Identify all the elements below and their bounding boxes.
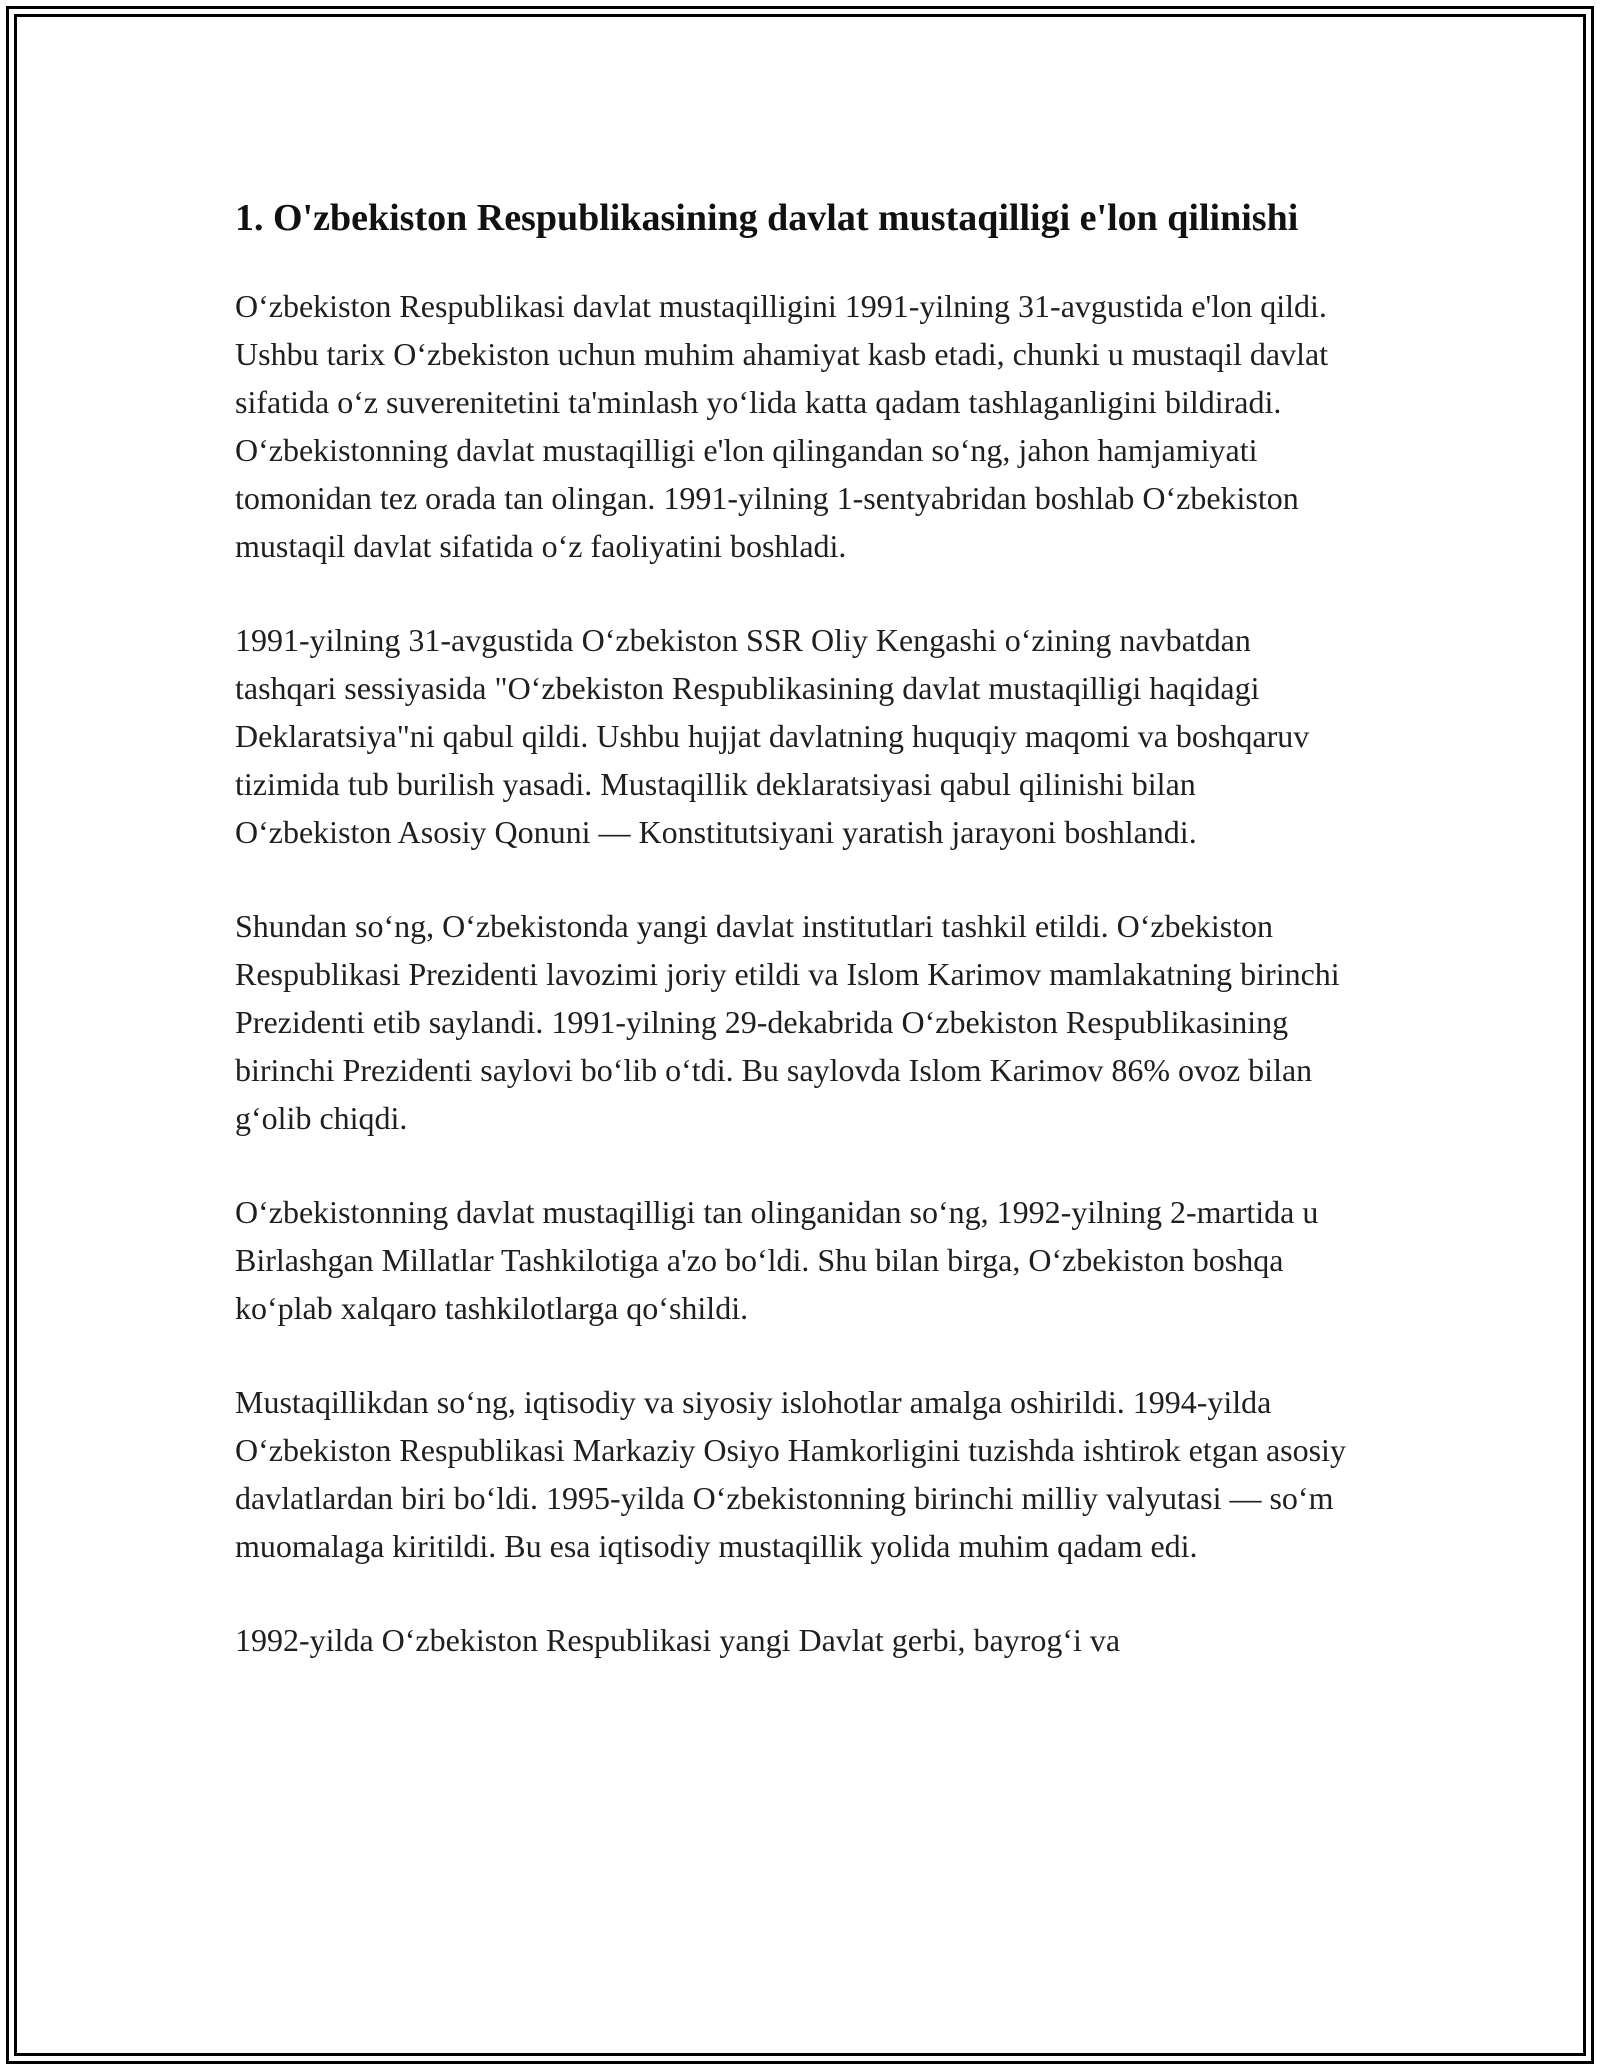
paragraph-3: Shundan so‘ng, O‘zbekistonda yangi davlat institutlari tashkil etildi. O‘zbekiston Respublikasi Prezidenti lavozimi joriy etildi va Islom Karimov mamlakatning birinchi Prezidenti etib saylandi. 1991-yilning 29-dekabrida O‘zbekiston Respublikasining birinchi Prezidenti saylovi bo‘lib o‘tdi. Bu saylovda Islom Karimov 86% ovoz bilan g‘olib chiqdi. [235,908,1340,1136]
document-body [235,190,1355,1710]
paragraph-4: O‘zbekistonning davlat mustaqilligi tan olinganidan so‘ng, 1992-yilning 2-martida u Birlashgan Millatlar Tashkilotiga a'zo bo‘ldi. Shu bilan birga, O‘zbekiston boshqa ko‘plab xalqaro tashkilotlarga qo‘shildi. [235,1194,1319,1326]
paragraph-2: 1991-yilning 31-avgustida O‘zbekiston SSR Oliy Kengashi o‘zining navbatdan tashqari sessiyasida "O‘zbekiston Respublikasining davlat mustaqilligi haqidagi Deklaratsiya"ni qabul qildi. Ushbu hujjat davlatning huquqiy maqomi va boshqaruv tizimida tub burilish yasadi. Mustaqillik deklaratsiyasi qabul qilinishi bilan O‘zbekiston Asosiy Qonuni — Konstitutsiyani yaratish jarayoni boshlandi. [235,622,1310,850]
paragraph-5: Mustaqillikdan so‘ng, iqtisodiy va siyosiy islohotlar amalga oshirildi. 1994-yilda O‘zbekiston Respublikasi Markaziy Osiyo Hamkorligini tuzishda ishtirok etgan asosiy davlatlardan biri bo‘ldi. 1995-yilda O‘zbekistonning birinchi milliy valyutasi — so‘m muomalaga kiritildi. Bu esa iqtisodiy mustaqillik yolida muhim qadam edi. [235,1384,1346,1564]
section-heading: 1. O'zbekiston Respublikasining davlat mustaqilligi e'lon qilinishi [235,197,1299,239]
paragraph-6: 1992-yilda O‘zbekiston Respublikasi yangi Davlat gerbi, bayrog‘i va [235,1622,1121,1658]
paragraph-1: O‘zbekiston Respublikasi davlat mustaqilligini 1991-yilning 31-avgustida e'lon qildi. Ushbu tarix O‘zbekiston uchun muhim ahamiyat kasb etadi, chunki u mustaqil davlat sifatida o‘z suverenitetini ta'minlash yo‘lida katta qadam tashlaganligini bildiradi. O‘zbekistonning davlat mustaqilligi e'lon qilingandan so‘ng, jahon hamjamiyati tomonidan tez orada tan olingan. 1991-yilning 1-sentyabridan boshlab O‘zbekiston mustaqil davlat sifatida o‘z faoliyatini boshladi. [235,288,1329,564]
